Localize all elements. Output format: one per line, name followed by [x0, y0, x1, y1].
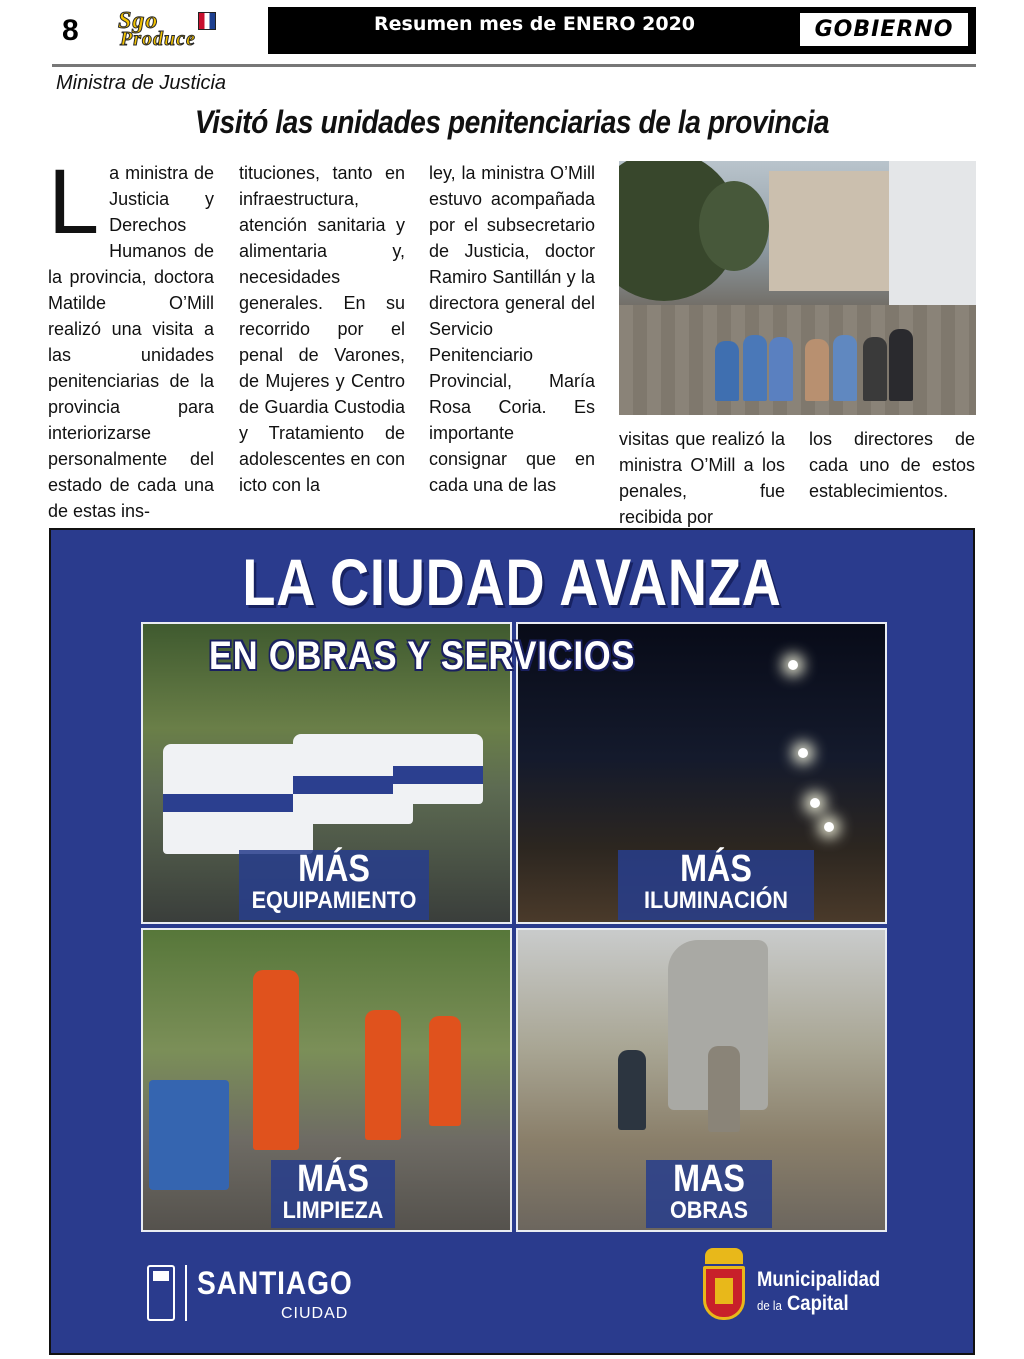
municipalidad-line1: Municipalidad — [757, 1268, 881, 1291]
page-number: 8 — [62, 14, 79, 47]
tag-lighting: MÁS ILUMINACIÓN — [618, 850, 814, 920]
article-column-5: los directores de cada uno de estos establecimientos. — [809, 429, 975, 501]
issue-summary: Resumen mes de ENERO 2020 — [374, 13, 696, 35]
article-headline: Visitó las unidades penitenciarias de la provincia — [194, 104, 830, 140]
tag-works: MAS OBRAS — [646, 1160, 772, 1228]
flag-icon — [198, 12, 216, 30]
ad-photo-grid — [141, 622, 887, 1232]
coat-of-arms-icon — [699, 1248, 749, 1332]
ad-subtitle: EN OBRAS Y SERVICIOS — [209, 634, 636, 678]
santiago-emblem-icon — [147, 1265, 175, 1321]
ciudad-wordmark: CIUDAD — [281, 1305, 349, 1322]
dropcap: L — [48, 151, 100, 253]
column-1-text: a ministra de Justicia y Derechos Humanos de la provincia, doctora Matilde O’Mill realizó una visita a las unidades penitenciarias de la provincia para interiorizarse personalmente del estado de cada una de estas ins- — [48, 163, 214, 521]
logo-line1: Sgo — [118, 8, 159, 34]
municipalidad-line2: de la Capital — [757, 1292, 849, 1315]
santiago-ciudad-logo — [147, 1265, 387, 1325]
tag-equipment: MÁS EQUIPAMIENTO — [239, 850, 429, 920]
santiago-wordmark: SANTIAGO — [197, 1265, 353, 1301]
header-bar — [268, 7, 976, 54]
panel-works — [516, 928, 887, 1232]
header-rule — [52, 64, 976, 67]
logo-line2: Produce — [120, 28, 196, 50]
sgo-produce-logo — [114, 10, 256, 50]
section-label: GOBIERNO — [798, 11, 970, 48]
article-column-4: visitas que realizó la ministra O’Mill a los penales, fue recibida por — [619, 429, 785, 527]
ad-title: LA CIUDAD AVANZA — [242, 545, 782, 619]
article-column-2: tituciones, tanto en infraestructura, atención sanitaria y alimentaria y, necesidades generales. En su recorrido por el penal de Varones, de Mujeres y Centro de Guardia Custodia y Tratamiento de adolescentes en con icto con la — [239, 163, 405, 495]
panel-cleaning — [141, 928, 512, 1232]
tag-cleaning: MÁS LIMPIEZA — [271, 1160, 395, 1228]
city-advertisement — [49, 528, 975, 1355]
article-photo — [619, 161, 976, 415]
municipalidad-logo — [699, 1248, 899, 1338]
article-kicker: Ministra de Justicia — [56, 72, 227, 94]
article-column-3: ley, la ministra O’Mill estuvo acompañada por el subsecretario de Justicia, doctor Ramiro Santillán y la directora general del Servicio Penitenciario Provincial, María Rosa Coria. Es importante consignar que en cada una de las — [429, 163, 595, 495]
article-column-1 — [48, 151, 214, 524]
